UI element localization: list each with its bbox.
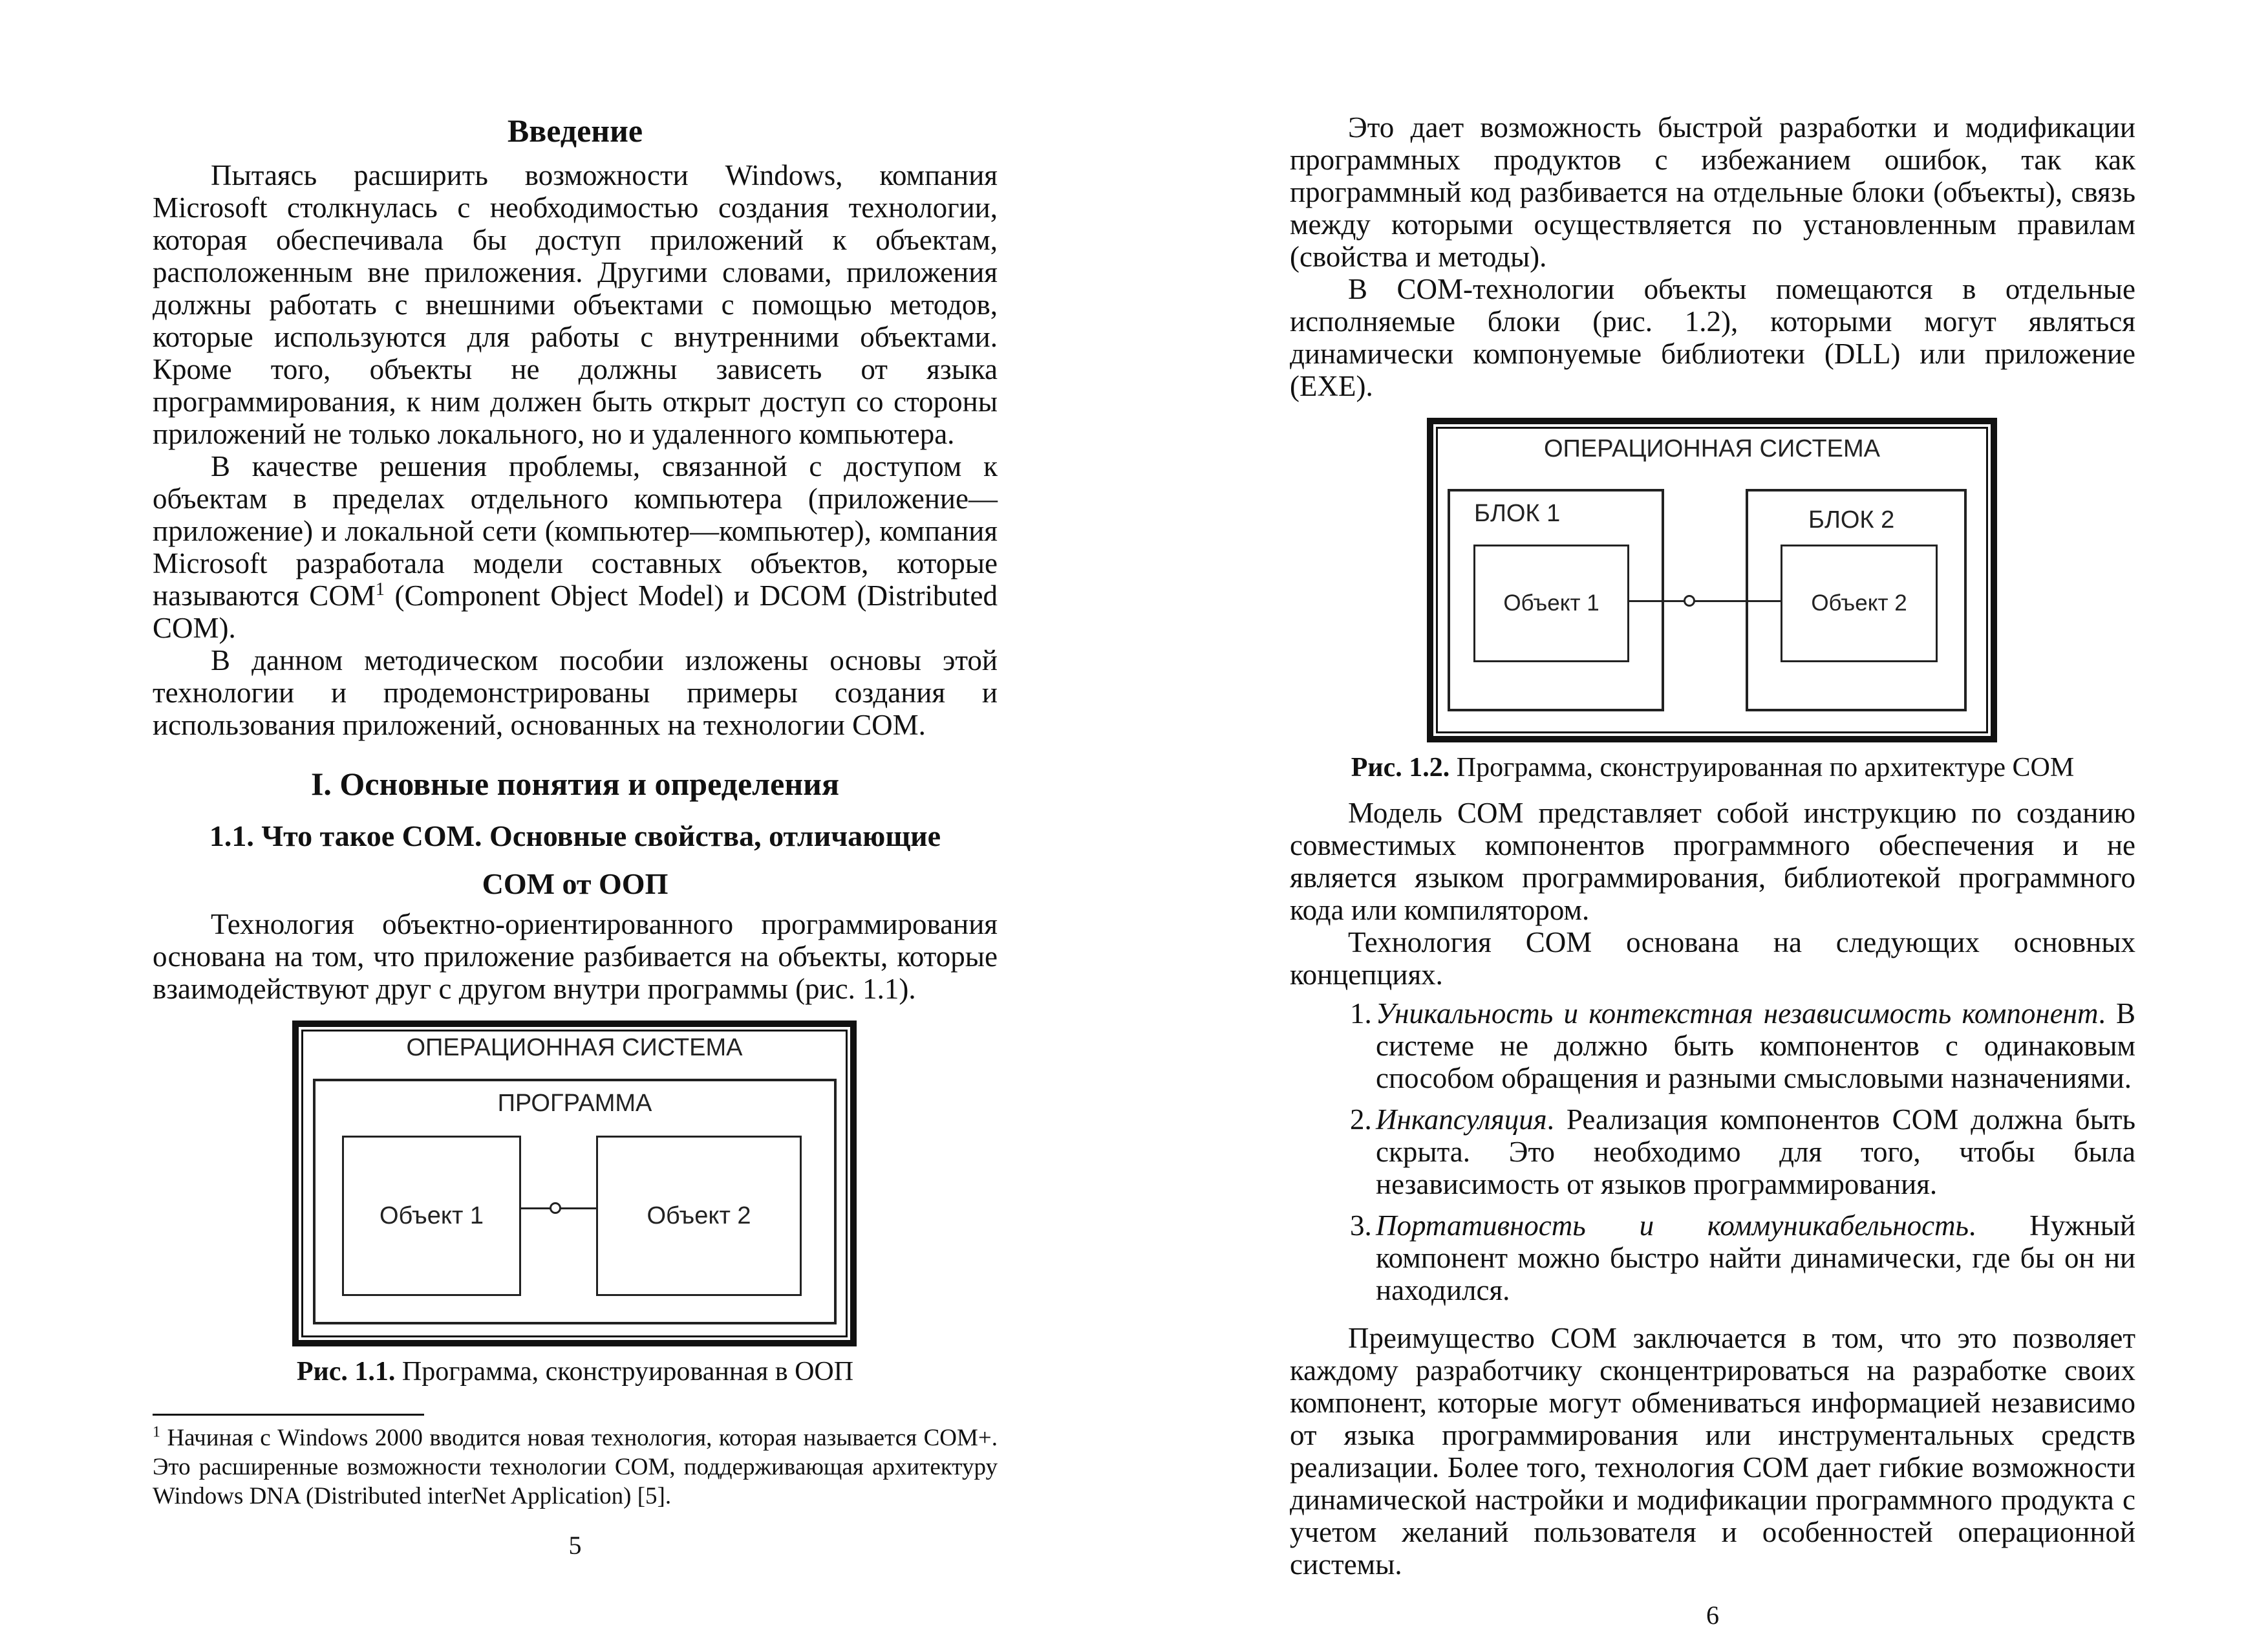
paragraph (153, 450, 998, 644)
caption-text: Программа, сконструированная в ООП (395, 1357, 854, 1387)
page-title: Введение (507, 113, 643, 149)
object-1-label: Объект 1 (379, 1202, 484, 1229)
footnote-mark: 1 (153, 1423, 160, 1441)
caption-text: Программа, сконструированная по архитектуре COM (1450, 753, 2075, 783)
figure-caption (1290, 751, 2135, 784)
list-text: . Нужный компонент можно быстро найти динамически, где бы он ни находился. (1376, 1209, 2135, 1306)
list-number: 2. (1350, 1103, 1372, 1136)
subsection-heading: 1.1. Что такое COM. Основные свойства, отличающие (209, 819, 941, 852)
section-heading: I. Основные понятия и определения (310, 766, 840, 802)
paragraph: Это дает возможность быстрой разработки и модификации программных продуктов с избежанием ошибок, так как программный код разбивается на отдельные блоки (объекты), связь между которыми осуществляется по установленным правилам (свойства и методы). (1290, 111, 2135, 273)
object-2-label: Объект 2 (1811, 590, 1907, 616)
list-text: . В системе не должно быть компонентов с одинаковым способом обращения и разными смысловыми назначениями. (1376, 997, 2136, 1094)
paragraph: Технология COM основана на следующих основных концепциях. (1290, 926, 2135, 991)
block-2-label: БЛОК 2 (1808, 506, 1895, 534)
paragraph: В COM-технологии объекты помещаются в отдельные исполняемые блоки (рис. 1.2), которыми могут являться динамически компонуемые библиотеки (DLL) или приложение (EXE). (1290, 273, 2135, 402)
page-number: 5 (568, 1531, 582, 1560)
figure-1-2 (1427, 418, 1997, 742)
list-item (1350, 1209, 2135, 1306)
paragraph: Технология объектно-ориентированного программирования основана на том, что приложение разбивается на объекты, которые взаимодействуют друг с другом внутри программы (рис. 1.1). (153, 908, 998, 1005)
interface-circle-icon (550, 1202, 561, 1214)
caption-number: Рис. 1.1. (296, 1357, 396, 1387)
list-term: Инкапсуляция (1376, 1103, 1547, 1136)
program-label: ПРОГРАММА (497, 1090, 652, 1117)
object-1-label: Объект 1 (1503, 590, 1599, 616)
list-term: Уникальность и контекстная независимость компонент (1376, 997, 2099, 1030)
list-term: Портативность и коммуникабельность (1376, 1209, 1969, 1242)
figure-caption (153, 1356, 998, 1388)
list-item (1350, 1103, 2135, 1200)
os-label: ОПЕРАЦИОННАЯ СИСТЕМА (1543, 435, 1881, 462)
paragraph: Пытаясь расширить возможности Windows, компания Microsoft столкнулась с необходимостью создания технологии, которая обеспечивала бы доступ приложений к объектам, расположенным вне приложения. Другими словами, приложения должны работать с внешними объектами с помощью методов, которые используются для работы с внутренними объектами. Кроме того, объекты не должны зависеть от языка программирования, к ним должен быть открыт доступ со стороны приложений не только локального, но и удаленного компьютера. (153, 159, 998, 450)
figure-1-1 (292, 1021, 857, 1346)
paragraph-text: В качестве решения проблемы, связанной с доступом к объектам в пределах отдельного компьютера (приложение—приложение) и локальной сети (компьютер—компьютер), компания Microsoft разработала модели составных объектов, которые называются COM (153, 450, 998, 612)
list-number: 3. (1350, 1209, 1372, 1242)
block-1-label: БЛОК 1 (1474, 500, 1561, 527)
paragraph: Модель COM представляет собой инструкцию по созданию совместимых компонентов программного обеспечения и не является языком программирования, библиотекой программного кода или компилятором. (1290, 797, 2135, 926)
left-page (153, 111, 998, 1561)
list-number: 1. (1350, 997, 1372, 1030)
page-number: 6 (1706, 1601, 1719, 1630)
paragraph-text: (Component Object Model) и DCOM (Distributed COM). (153, 579, 998, 644)
footnote-text: Начиная с Windows 2000 вводится новая технология, которая называется COM+. Это расширенные возможности технологии COM, поддерживающая архитектуру Windows DNA (Distributed interNet Application) [5]. (153, 1425, 998, 1509)
os-label: ОПЕРАЦИОННАЯ СИСТЕМА (406, 1034, 743, 1061)
paragraph: В данном методическом пособии изложены основы этой технологии и продемонстрированы примеры создания и использования приложений, основанных на технологии COM. (153, 644, 998, 741)
footnote-ref[interactable]: 1 (375, 579, 385, 599)
subsection-heading: COM от ООП (482, 867, 669, 900)
footnote (153, 1423, 998, 1511)
footnote-divider (153, 1414, 424, 1416)
right-page (1290, 111, 2135, 1631)
interface-circle-icon (1684, 595, 1695, 607)
concepts-list (1290, 997, 2135, 1315)
connector-line (1629, 600, 1781, 602)
object-2-label: Объект 2 (647, 1202, 751, 1229)
paragraph: Преимущество COM заключается в том, что это позволяет каждому разработчику сконцентрироваться на разработке своих компонент, которые могут обмениваться информацией независимо от языка программирования или инструментальных средств реализации. Более того, технология COM дает гибкие возможности динамической настройки и модификации программного продукта с учетом желаний пользователя и особенностей операционной системы. (1290, 1322, 2135, 1581)
list-text: . Реализация компонентов COM должна быть скрыта. Это необходимо для того, чтобы была независимость от языков программирования. (1376, 1103, 2135, 1200)
caption-number: Рис. 1.2. (1351, 753, 1450, 783)
list-item (1350, 997, 2135, 1094)
